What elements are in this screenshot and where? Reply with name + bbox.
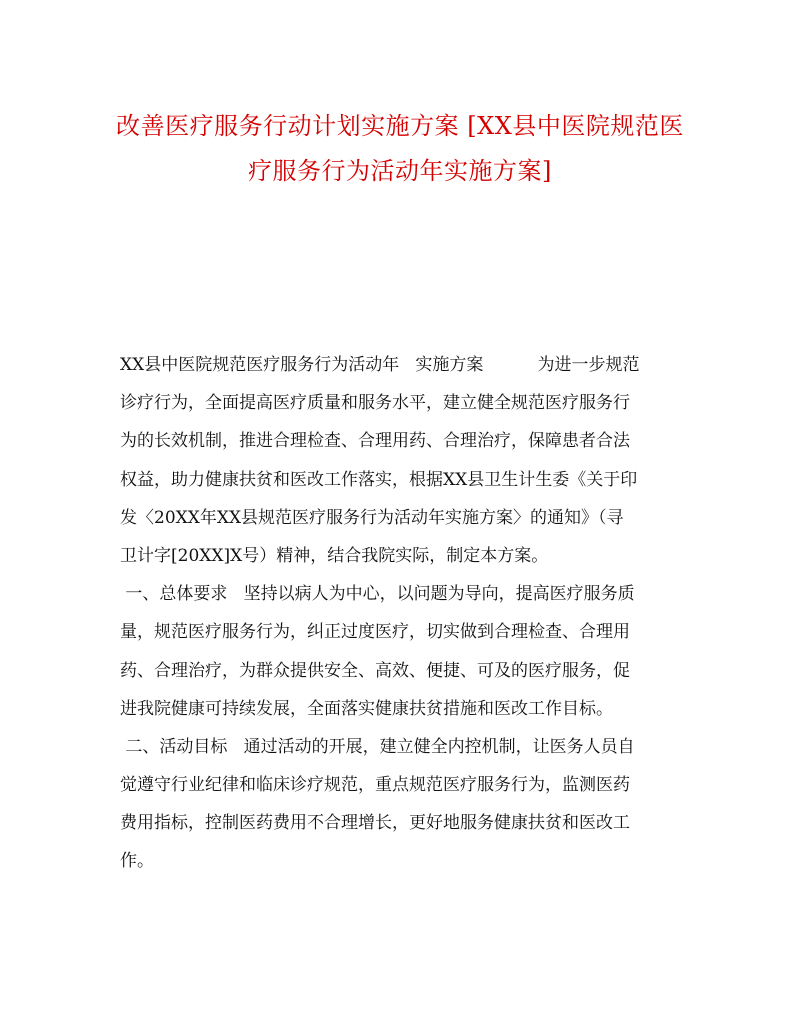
section-1-line-1: 一、总体要求 坚持以病人为中心，以问题为导向，提高医疗服务质 bbox=[120, 584, 635, 605]
section-1-line-2: 量，规范医疗服务行为，纠正过度医疗，切实做到合理检查、合理用 bbox=[120, 622, 630, 643]
section-1-line-4: 进我院健康可持续发展，全面落实健康扶贫措施和医改工作目标。 bbox=[120, 698, 613, 719]
section-2-line-1: 二、活动目标 通过活动的开展，建立健全内控机制，让医务人员自 bbox=[120, 736, 635, 757]
intro-line-2: 诊疗行为，全面提高医疗质量和服务水平，建立健全规范医疗服务行 bbox=[120, 393, 630, 414]
document-title bbox=[110, 104, 690, 194]
intro-line-5: 发〈20XX年XX县规范医疗服务行为活动年实施方案〉的通知》（寻 bbox=[120, 507, 624, 528]
section-2-line-4: 作。 bbox=[120, 851, 154, 872]
intro-line-4: 权益，助力健康扶贫和医改工作落实，根据XX县卫生计生委《关于印 bbox=[120, 469, 638, 490]
intro-line-3: 为的长效机制，推进合理检查、合理用药、合理治疗，保障患者合法 bbox=[120, 431, 630, 452]
section-2-line-2: 觉遵守行业纪律和临床诊疗规范，重点规范医疗服务行为，监测医药 bbox=[120, 775, 630, 796]
section-2-line-3: 费用指标，控制医药费用不合理增长，更好地服务健康扶贫和医改工 bbox=[120, 813, 630, 834]
intro-paragraph bbox=[120, 346, 685, 575]
intro-line-6: 卫计字[20XX]X号）精神，结合我院实际，制定本方案。 bbox=[120, 545, 549, 566]
title-line-1: 改善医疗服务行动计划实施方案 [XX县中医院规范医 bbox=[116, 112, 684, 140]
document-body bbox=[120, 346, 685, 881]
section-1-line-3: 药、合理治疗，为群众提供安全、高效、便捷、可及的医疗服务，促 bbox=[120, 660, 630, 681]
section-1-paragraph bbox=[120, 575, 685, 728]
intro-line-1: XX县中医院规范医疗服务行为活动年 实施方案 为进一步规范 bbox=[120, 355, 640, 375]
title-line-2: 疗服务行为活动年实施方案] bbox=[248, 157, 552, 185]
section-2-paragraph bbox=[120, 728, 685, 881]
